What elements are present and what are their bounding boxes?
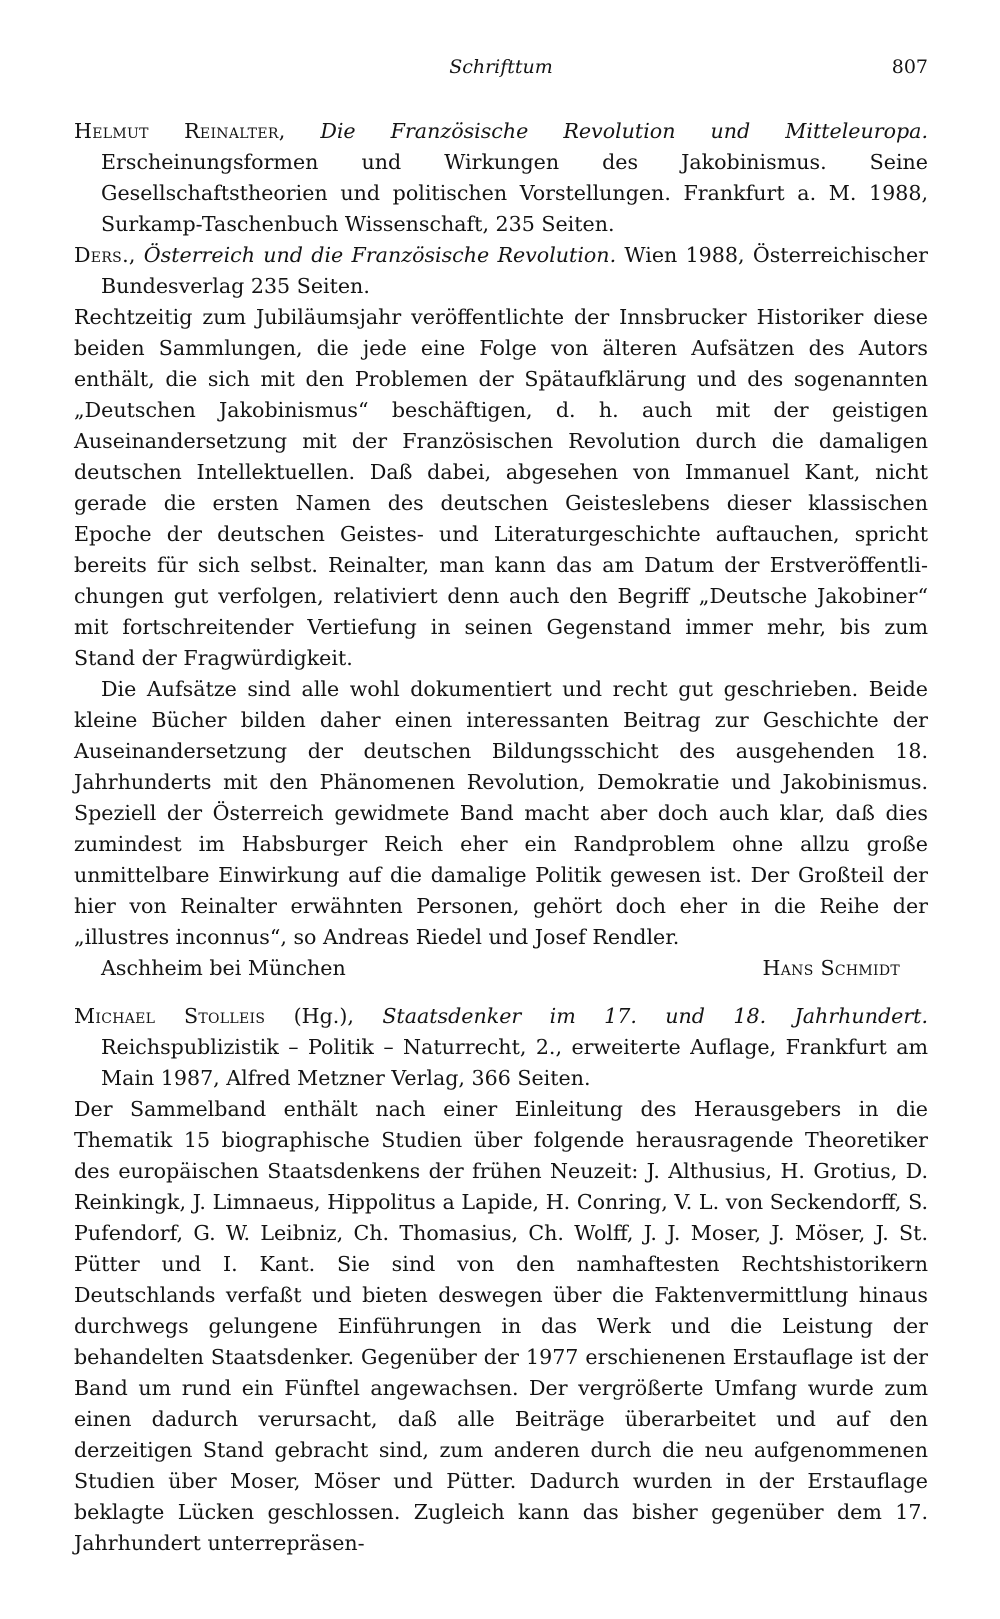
- review-paragraph: Rechtzeitig zum Jubiläumsjahr veröffentlichte der Innsbrucker Historiker diese beiden Sammlungen, die jede eine Folge von älteren Aufsätzen des Autors enthält, die sich mit den Problemen der Spätaufklärung und des sogenannten „Deutschen Jakobinismus“ beschäftigen, d. h. auch mit der geistigen Auseinandersetzung mit der Französischen Revolution durch die damaligen deutschen Intellektuellen. Daß dabei, abgesehen von Immanuel Kant, nicht gerade die ersten Namen des deutschen Geisteslebens dieser klassischen Epoche der deutschen Geistes- und Literaturgeschichte auftauchen, spricht bereits für sich selbst. Reinalter, man kann das am Datum der Erstveröffentlichungen gut verfolgen, relativiert denn auch den Begriff „Deutsche Jakobiner“ mit fortschreitender Vertiefung in seinen Gegenstand immer mehr, bis zum Stand der Fragwürdigkeit.: [74, 305, 928, 670]
- review-reinalter: [74, 116, 928, 984]
- entry-title: Die Französische Revolution und Mitteleuropa.: [320, 119, 929, 143]
- bibliographic-entry: Helmut Reinalter, Die Französische Revolution und Mitteleuropa. Erscheinungsformen und Wirkungen des Jakobinismus. Seine Gesellschaftstheorien und politischen Vorstellungen. Frankfurt a. M. 1988, Surkamp-Taschenbuch Wissenschaft, 235 Seiten.: [74, 119, 929, 236]
- entry-details: Reichspublizistik – Politik – Naturrecht, 2., erweiterte Auflage, Frankfurt am Main 1987, Alfred Metzner Verlag, 366 Seiten.: [101, 1035, 928, 1090]
- entry-author: Michael Stolleis: [74, 1004, 266, 1028]
- signature-reviewer: Hans Schmidt: [762, 956, 900, 980]
- signature-place: Aschheim bei München: [101, 956, 346, 980]
- entry-details: Wien 1988, Österreichischer Bundesverlag 235 Seiten.: [101, 243, 928, 298]
- bibliographic-entry: Ders., Österreich und die Französische Revolution. Wien 1988, Österreichischer Bundesverlag 235 Seiten.: [74, 243, 928, 298]
- running-title: Schrifttum: [449, 56, 553, 78]
- review-signature: [74, 953, 928, 984]
- bibliographic-entry: [74, 1001, 928, 1094]
- entry-editor-note: (Hg.),: [265, 1004, 383, 1028]
- entry-author: Helmut Reinalter: [74, 119, 279, 143]
- entry-details: Erscheinungsformen und Wirkungen des Jakobinismus. Seine Gesellschaftstheorien und politischen Vorstellungen. Frankfurt a. M. 1988, Surkamp-Taschenbuch Wissenschaft, 235 Seiten.: [101, 150, 928, 236]
- review-paragraph: Die Aufsätze sind alle wohl dokumentiert und recht gut geschrieben. Beide kleine Bücher bilden daher einen interessanten Beitrag zur Geschichte der Auseinandersetzung der deutschen Bildungsschicht des ausgehenden 18. Jahrhunderts mit den Phänomenen Revolution, Demokratie und Jakobinismus. Speziell der Österreich gewidmete Band macht aber doch auch klar, daß dies zumindest im Habsburger Reich eher ein Randproblem ohne allzu große unmittelbare Einwirkung auf die damalige Politik gewesen ist. Der Großteil der hier von Reinalter erwähnten Personen, gehört doch eher in die Reihe der „illustres inconnus“, so Andreas Riedel und Josef Rendler.: [74, 677, 928, 949]
- entry-author: Ders.: [74, 243, 129, 267]
- page-number: 807: [891, 56, 928, 78]
- review-stolleis: [74, 1001, 928, 1559]
- running-header: [74, 56, 928, 84]
- entry-title: Staatsdenker im 17. und 18. Jahrhundert.: [382, 1004, 928, 1028]
- review-paragraph: Der Sammelband enthält nach einer Einleitung des Herausgebers in die Thematik 15 biographische Studien über folgende herausragende Theoretiker des europäischen Staatsdenkens der frühen Neuzeit: J. Althusius, H. Grotius, D. Reinkingk, J. Limnaeus, Hippolitus a Lapide, H. Conring, V. L. von Seckendorff, S. Pufendorf, G. W. Leibniz, Ch. Thomasius, Ch. Wolff, J. J. Moser, J. Möser, J. St. Pütter und I. Kant. Sie sind von den namhaftesten Rechtshistorikern Deutschlands verfaßt und bieten deswegen über die Faktenvermittlung hinaus durchwegs gelungene Einführungen in das Werk und die Leistung der behandelten Staatsdenker. Gegenüber der 1977 erschienenen Erstauflage ist der Band um rund ein Fünftel angewachsen. Der vergrößerte Umfang wurde zum einen dadurch verursacht, daß alle Beiträge überarbeitet und auf den derzeitigen Stand gebracht sind, zum anderen durch die neu aufgenommenen Studien über Moser, Möser und Pütter. Dadurch wurden in der Erstauflage beklagte Lücken geschlossen. Zugleich kann das bisher gegenüber dem 17. Jahrhundert unterrepräsen-: [74, 1097, 928, 1555]
- entry-title: Österreich und die Französische Revolution.: [143, 243, 617, 267]
